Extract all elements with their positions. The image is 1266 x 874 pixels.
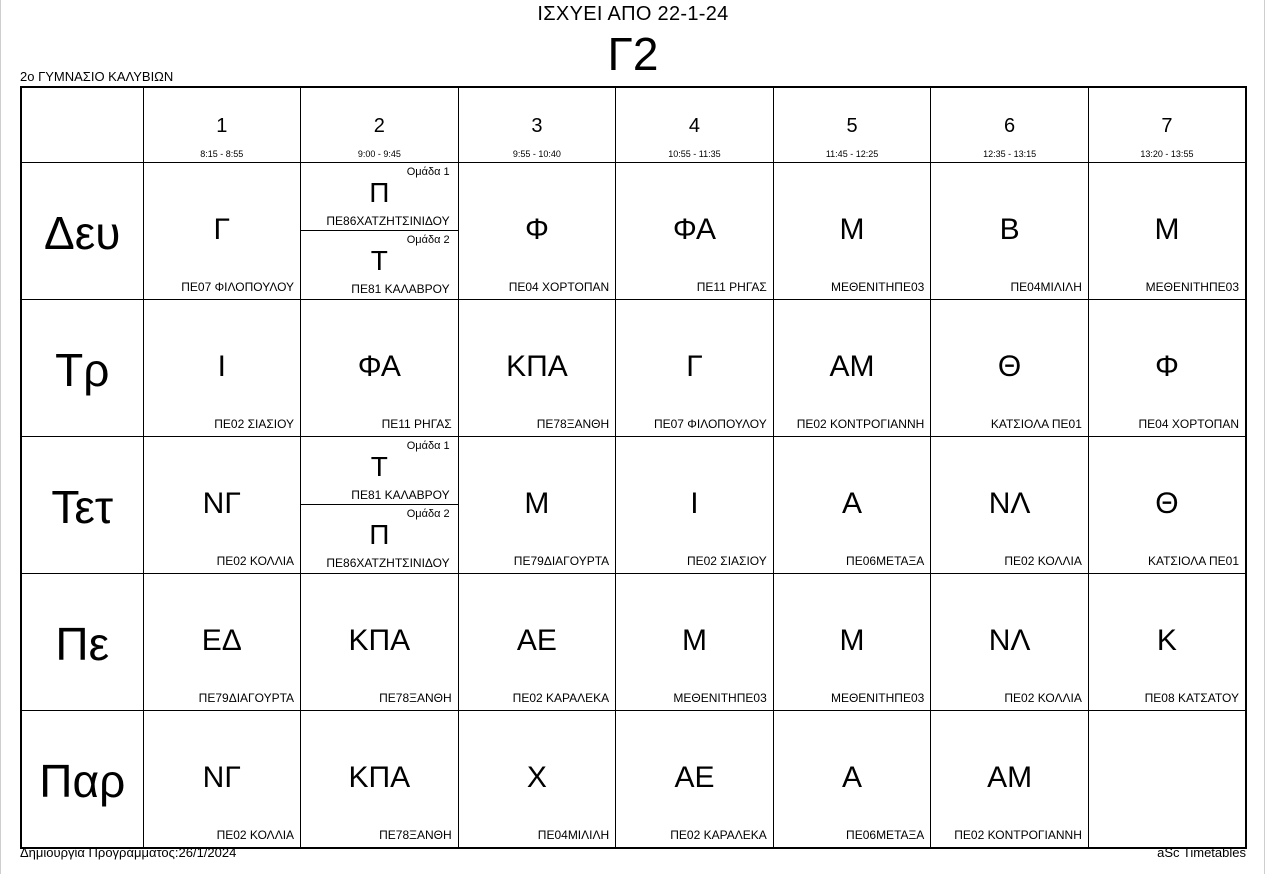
day-row (21, 574, 1246, 711)
group-lesson (301, 505, 458, 572)
day-row (21, 437, 1246, 574)
lesson-teacher: ΠΕ07 ΦΙΛΟΠΟΥΛΟΥ (181, 280, 295, 294)
lesson-subject: ΝΓ (202, 487, 241, 520)
lesson (301, 711, 458, 847)
period-number: 6 (1004, 115, 1016, 137)
period-header-cell (301, 87, 459, 163)
lesson-teacher: ΠΕ11 ΡΗΓΑΣ (381, 417, 452, 431)
period-header (144, 88, 301, 162)
lesson-cell (301, 300, 459, 437)
day-header (22, 437, 143, 573)
period-time: 9:00 - 9:45 (357, 149, 401, 159)
lesson-subject: ΚΠΑ (506, 350, 568, 383)
lesson-subject: Φ (1154, 350, 1179, 383)
lesson-subject: ΚΠΑ (348, 624, 411, 657)
lesson-cell (143, 437, 301, 574)
lesson-subject: Π (369, 177, 390, 208)
app-brand: aSc Timetables (1157, 845, 1246, 860)
day-row (21, 300, 1246, 437)
lesson-subject: Τ (370, 245, 388, 276)
lesson (144, 437, 301, 573)
lesson-cell (773, 163, 931, 300)
lesson-teacher: ΜΕΘΕΝΙΤΗΠΕ03 (1145, 280, 1239, 294)
lesson (1089, 437, 1245, 573)
lesson (774, 163, 931, 299)
lesson-cell (931, 437, 1089, 574)
lesson-subject: Α (842, 761, 863, 794)
period-header-cell (143, 87, 301, 163)
lesson-cell (616, 437, 774, 574)
day-name: Τρ (55, 344, 110, 396)
lesson-teacher: ΚΑΤΣΙΟΛΑ ΠΕ01 (1147, 554, 1239, 568)
corner-cell (21, 87, 143, 163)
timetable-grid (20, 86, 1247, 849)
lesson-teacher: ΠΕ86ΧΑΤΖΗΤΣΙΝΙΔΟΥ (326, 556, 450, 570)
lesson-subject: Γ (213, 213, 231, 246)
day-name: Τετ (51, 481, 114, 533)
lesson-teacher: ΠΕ04 ΧΟΡΤΟΠΑΝ (508, 280, 610, 294)
lesson (459, 163, 616, 299)
lesson-teacher: ΠΕ02 ΚΑΡΑΛΕΚΑ (512, 691, 610, 705)
lesson (931, 437, 1088, 573)
day-header (22, 300, 143, 436)
lesson-teacher: ΠΕ02 ΚΑΡΑΛΕΚΑ (670, 828, 767, 842)
day-header (22, 163, 143, 299)
lesson-subject: Μ (681, 624, 707, 657)
lesson (459, 300, 616, 436)
lesson-teacher: ΠΕ04ΜΙΛΙΛΗ (1010, 280, 1082, 294)
lesson-cell (616, 574, 774, 711)
lesson (144, 300, 301, 436)
lesson (1089, 574, 1245, 710)
lesson (616, 437, 773, 573)
lesson (301, 300, 458, 436)
lesson-cell (458, 574, 616, 711)
period-header-cell (458, 87, 616, 163)
period-time: 10:55 - 11:35 (668, 149, 721, 159)
lesson-cell (458, 163, 616, 300)
lesson-cell (931, 711, 1089, 849)
lesson-subject: ΑΜ (829, 350, 875, 383)
period-number: 3 (531, 115, 543, 137)
lesson-teacher: ΠΕ04 ΧΟΡΤΟΠΑΝ (1138, 417, 1239, 431)
lesson (459, 574, 616, 710)
period-number: 1 (216, 115, 228, 137)
lesson (774, 711, 931, 847)
lesson-cell (616, 711, 774, 849)
lesson-cell (931, 300, 1089, 437)
period-header-cell (1088, 87, 1246, 163)
period-time: 9:55 - 10:40 (512, 149, 561, 159)
lesson (774, 574, 931, 710)
lesson-teacher: ΠΕ81 ΚΑΛΑΒΡΟΥ (351, 282, 450, 296)
lesson-cell (143, 300, 301, 437)
lesson-cell (143, 711, 301, 849)
lesson-subject: Κ (1156, 624, 1177, 657)
lesson-cell (301, 437, 459, 574)
lesson-cell (931, 574, 1089, 711)
lesson-subject: Α (842, 487, 863, 520)
lesson (931, 163, 1088, 299)
lesson-cell (458, 300, 616, 437)
lesson (1089, 300, 1245, 436)
period-header (301, 88, 458, 162)
lesson-teacher: ΠΕ06ΜΕΤΑΞΑ (846, 554, 925, 568)
lesson-cell (1088, 300, 1246, 437)
lesson-subject: Β (999, 213, 1020, 246)
period-header (1089, 88, 1245, 162)
lesson-subject: Φ (524, 213, 549, 246)
lesson-subject: ΝΛ (988, 487, 1031, 520)
lesson-teacher: ΠΕ04ΜΙΛΙΛΗ (537, 828, 610, 842)
lesson-cell (301, 163, 459, 300)
lesson-cell (143, 163, 301, 300)
lesson-teacher: ΠΕ02 ΚΟΛΛΙΑ (1004, 554, 1082, 568)
day-name: Παρ (39, 755, 126, 807)
lesson-teacher: ΠΕ02 ΣΙΑΣΙΟΥ (214, 417, 295, 431)
lesson-subject: ΑΜ (987, 761, 1033, 794)
period-header-row (21, 87, 1246, 163)
lesson-subject: ΦΑ (672, 213, 717, 246)
split-lesson (301, 163, 458, 299)
day-header (22, 711, 143, 847)
group-label: Ομάδα 1 (406, 440, 450, 452)
lesson-teacher: ΠΕ07 ΦΙΛΟΠΟΥΛΟΥ (653, 417, 767, 431)
lesson-subject: Ι (217, 350, 226, 383)
school-name: 2ο ΓΥΜΝΑΣΙΟ ΚΑΛΥΒΙΩΝ (20, 69, 174, 84)
lesson-subject: ΦΑ (357, 350, 401, 383)
lesson (459, 711, 616, 847)
day-row (21, 711, 1246, 849)
lesson (931, 711, 1088, 847)
period-header (459, 88, 616, 162)
lesson-cell (1088, 574, 1246, 711)
lesson (144, 574, 301, 710)
lesson-teacher: ΠΕ02 ΚΟΛΛΙΑ (1004, 691, 1082, 705)
lesson-subject: Μ (839, 213, 865, 246)
lesson-teacher: ΠΕ08 ΚΑΤΣΑΤΟΥ (1144, 691, 1239, 705)
lesson-teacher: ΠΕ86ΧΑΤΖΗΤΣΙΝΙΔΟΥ (326, 214, 450, 228)
lesson (144, 163, 301, 299)
lesson-teacher: ΠΕ79ΔΙΑΓΟΥΡΤΑ (513, 554, 610, 568)
lesson-teacher: ΚΑΤΣΙΟΛΑ ΠΕ01 (990, 417, 1082, 431)
day-header (22, 574, 143, 710)
class-title: Γ2 (607, 28, 659, 80)
lesson-subject: Τ (370, 451, 388, 482)
lesson-cell (301, 711, 459, 849)
lesson-teacher: ΠΕ02 ΚΟΛΛΙΑ (216, 554, 295, 568)
lesson-cell (458, 711, 616, 849)
lesson-subject: Θ (997, 350, 1022, 383)
lesson-cell (143, 574, 301, 711)
group-lesson (301, 437, 458, 505)
empty-lesson (1089, 711, 1245, 847)
period-time: 12:35 - 13:15 (983, 149, 1037, 159)
lesson-subject: ΝΓ (202, 761, 241, 794)
period-header-cell (773, 87, 931, 163)
lesson-subject: ΚΠΑ (348, 761, 411, 794)
lesson-cell (773, 300, 931, 437)
day-cell (21, 300, 143, 437)
lesson-cell (1088, 437, 1246, 574)
lesson-subject: Γ (686, 350, 703, 383)
lesson-teacher: ΜΕΘΕΝΙΤΗΠΕ03 (830, 280, 925, 294)
lesson-teacher: ΠΕ02 ΚΟΛΛΙΑ (216, 828, 295, 842)
lesson (459, 437, 616, 573)
period-number: 4 (688, 115, 701, 137)
period-number: 2 (373, 115, 385, 137)
lesson-cell (301, 574, 459, 711)
lesson (931, 300, 1088, 436)
lesson-subject: ΝΛ (988, 624, 1031, 657)
lesson-teacher: ΠΕ02 ΣΙΑΣΙΟΥ (686, 554, 767, 568)
lesson-cell (773, 574, 931, 711)
day-cell (21, 163, 143, 300)
day-cell (21, 574, 143, 711)
split-lesson (301, 437, 458, 573)
lesson (301, 574, 458, 710)
lesson-subject: Χ (526, 761, 547, 794)
period-header-cell (931, 87, 1089, 163)
group-label: Ομάδα 2 (406, 508, 450, 520)
day-cell (21, 711, 143, 849)
group-lesson (301, 231, 458, 298)
period-time: 13:20 - 13:55 (1140, 149, 1194, 159)
lesson (144, 711, 301, 847)
lesson (616, 574, 773, 710)
lesson (616, 163, 773, 299)
period-header (774, 88, 931, 162)
lesson-cell (616, 300, 774, 437)
lesson-subject: Μ (839, 624, 865, 657)
lesson-teacher: ΠΕ78ΞΑΝΘΗ (536, 417, 610, 431)
lesson-cell (1088, 711, 1246, 849)
created-date: Δημιουργία Προγράμματος:26/1/2024 (20, 845, 237, 860)
lesson-teacher: ΠΕ78ΞΑΝΘΗ (379, 828, 452, 842)
day-cell (21, 437, 143, 574)
group-label: Ομάδα 1 (406, 166, 450, 178)
validity-subtitle: ΙΣΧΥΕΙ ΑΠΟ 22-1-24 (537, 3, 729, 25)
lesson-cell (458, 437, 616, 574)
group-label: Ομάδα 2 (406, 234, 450, 246)
lesson-teacher: ΠΕ06ΜΕΤΑΞΑ (846, 828, 925, 842)
lesson-subject: Μ (1154, 213, 1180, 246)
lesson (774, 300, 931, 436)
period-number: 5 (846, 115, 858, 137)
day-row (21, 163, 1246, 300)
lesson-cell (1088, 163, 1246, 300)
lesson (1089, 163, 1245, 299)
lesson-teacher: ΜΕΘΕΝΙΤΗΠΕ03 (830, 691, 925, 705)
group-lesson (301, 163, 458, 231)
lesson-teacher: ΜΕΘΕΝΙΤΗΠΕ03 (673, 691, 767, 705)
lesson-cell (773, 711, 931, 849)
lesson-subject: ΑΕ (674, 761, 715, 794)
period-time: 8:15 - 8:55 (200, 149, 244, 159)
lesson-teacher: ΠΕ02 ΚΟΝΤΡΟΓΙΑΝΝΗ (796, 417, 925, 431)
period-header-cell (616, 87, 774, 163)
lesson-teacher: ΠΕ78ΞΑΝΘΗ (379, 691, 452, 705)
day-name: Πε (55, 618, 110, 670)
lesson-subject: Θ (1155, 487, 1179, 520)
period-time: 11:45 - 12:25 (825, 149, 879, 159)
period-header (616, 88, 773, 162)
lesson-subject: ΕΔ (201, 624, 242, 657)
lesson-subject: Ι (690, 487, 699, 520)
lesson (616, 300, 773, 436)
lesson-teacher: ΠΕ11 ΡΗΓΑΣ (696, 280, 767, 294)
lesson (931, 574, 1088, 710)
lesson-subject: ΑΕ (516, 624, 557, 657)
lesson-teacher: ΠΕ81 ΚΑΛΑΒΡΟΥ (351, 488, 450, 502)
lesson (774, 437, 931, 573)
lesson-teacher: ΠΕ02 ΚΟΝΤΡΟΓΙΑΝΝΗ (954, 828, 1082, 842)
lesson-teacher: ΠΕ79ΔΙΑΓΟΥΡΤΑ (198, 691, 295, 705)
day-name: Δευ (44, 207, 121, 259)
lesson (616, 711, 773, 847)
period-header (931, 88, 1088, 162)
lesson-subject: Π (369, 519, 390, 550)
lesson-cell (931, 163, 1089, 300)
lesson-subject: Μ (524, 487, 550, 520)
period-number: 7 (1161, 115, 1173, 137)
lesson-cell (616, 163, 774, 300)
lesson-cell (773, 437, 931, 574)
